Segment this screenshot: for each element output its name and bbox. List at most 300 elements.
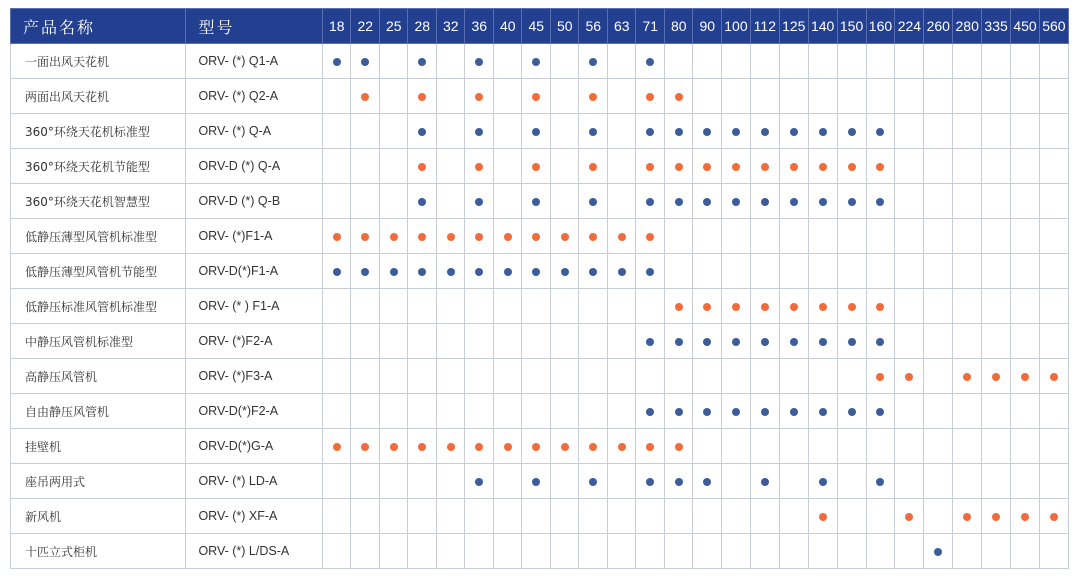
capacity-cell-45 <box>522 394 551 429</box>
product-name-cell: 低静压薄型风管机节能型 <box>11 254 186 289</box>
capacity-cell-140 <box>808 324 837 359</box>
capacity-cell-18 <box>322 429 351 464</box>
header-model: 型号 <box>186 9 323 44</box>
capacity-cell-63 <box>607 394 636 429</box>
product-name-cell: 两面出风天花机 <box>11 79 186 114</box>
capacity-cell-125 <box>779 499 808 534</box>
table-row <box>11 149 1069 184</box>
model-cell: ORV-D (*) Q-A <box>186 149 323 184</box>
capacity-cell-335 <box>982 219 1011 254</box>
availability-dot-icon <box>732 338 740 346</box>
capacity-cell-45 <box>522 534 551 569</box>
capacity-cell-150 <box>837 359 866 394</box>
header-capacity-22: 22 <box>351 9 380 44</box>
capacity-cell-32 <box>436 44 465 79</box>
capacity-cell-160 <box>866 464 895 499</box>
capacity-cell-140 <box>808 429 837 464</box>
capacity-cell-224 <box>895 184 924 219</box>
capacity-cell-80 <box>664 394 693 429</box>
capacity-cell-32 <box>436 219 465 254</box>
capacity-cell-63 <box>607 44 636 79</box>
capacity-cell-18 <box>322 289 351 324</box>
capacity-cell-560 <box>1039 79 1068 114</box>
capacity-cell-160 <box>866 359 895 394</box>
capacity-cell-560 <box>1039 499 1068 534</box>
capacity-cell-45 <box>522 184 551 219</box>
capacity-cell-40 <box>493 114 522 149</box>
capacity-cell-90 <box>693 254 722 289</box>
capacity-cell-335 <box>982 429 1011 464</box>
capacity-cell-125 <box>779 184 808 219</box>
capacity-cell-80 <box>664 464 693 499</box>
availability-dot-icon <box>905 373 913 381</box>
capacity-cell-36 <box>465 394 494 429</box>
header-capacity-140: 140 <box>808 9 837 44</box>
capacity-cell-450 <box>1011 79 1040 114</box>
capacity-cell-80 <box>664 499 693 534</box>
capacity-cell-63 <box>607 499 636 534</box>
capacity-cell-160 <box>866 184 895 219</box>
availability-dot-icon <box>703 128 711 136</box>
capacity-cell-32 <box>436 499 465 534</box>
capacity-cell-140 <box>808 219 837 254</box>
capacity-cell-125 <box>779 324 808 359</box>
capacity-cell-25 <box>379 464 408 499</box>
capacity-cell-36 <box>465 219 494 254</box>
availability-dot-icon <box>790 128 798 136</box>
capacity-cell-335 <box>982 464 1011 499</box>
capacity-cell-100 <box>721 429 750 464</box>
capacity-cell-260 <box>924 114 953 149</box>
capacity-cell-40 <box>493 289 522 324</box>
product-spec-table <box>10 8 1069 569</box>
capacity-cell-32 <box>436 464 465 499</box>
capacity-cell-28 <box>408 289 437 324</box>
availability-dot-icon <box>447 233 455 241</box>
capacity-cell-40 <box>493 534 522 569</box>
product-name-cell: 十匹立式柜机 <box>11 534 186 569</box>
header-capacity-125: 125 <box>779 9 808 44</box>
capacity-cell-18 <box>322 44 351 79</box>
capacity-cell-40 <box>493 184 522 219</box>
capacity-cell-100 <box>721 184 750 219</box>
capacity-cell-25 <box>379 79 408 114</box>
capacity-cell-63 <box>607 184 636 219</box>
capacity-cell-56 <box>579 79 608 114</box>
capacity-cell-260 <box>924 394 953 429</box>
capacity-cell-260 <box>924 44 953 79</box>
availability-dot-icon <box>675 443 683 451</box>
availability-dot-icon <box>504 268 512 276</box>
capacity-cell-71 <box>636 464 665 499</box>
availability-dot-icon <box>475 163 483 171</box>
availability-dot-icon <box>475 233 483 241</box>
availability-dot-icon <box>790 163 798 171</box>
availability-dot-icon <box>475 198 483 206</box>
availability-dot-icon <box>819 198 827 206</box>
capacity-cell-100 <box>721 394 750 429</box>
capacity-cell-63 <box>607 464 636 499</box>
capacity-cell-36 <box>465 324 494 359</box>
capacity-cell-71 <box>636 394 665 429</box>
capacity-cell-71 <box>636 499 665 534</box>
capacity-cell-71 <box>636 149 665 184</box>
capacity-cell-25 <box>379 149 408 184</box>
capacity-cell-90 <box>693 149 722 184</box>
capacity-cell-22 <box>351 289 380 324</box>
model-cell: ORV- (*) Q-A <box>186 114 323 149</box>
capacity-cell-112 <box>750 534 779 569</box>
availability-dot-icon <box>819 163 827 171</box>
availability-dot-icon <box>703 408 711 416</box>
capacity-cell-32 <box>436 254 465 289</box>
capacity-cell-150 <box>837 114 866 149</box>
availability-dot-icon <box>646 478 654 486</box>
availability-dot-icon <box>390 443 398 451</box>
capacity-cell-71 <box>636 429 665 464</box>
header-capacity-450: 450 <box>1011 9 1040 44</box>
capacity-cell-80 <box>664 184 693 219</box>
availability-dot-icon <box>761 198 769 206</box>
availability-dot-icon <box>703 338 711 346</box>
capacity-cell-25 <box>379 499 408 534</box>
capacity-cell-112 <box>750 464 779 499</box>
capacity-cell-50 <box>550 219 579 254</box>
capacity-cell-25 <box>379 534 408 569</box>
capacity-cell-260 <box>924 254 953 289</box>
availability-dot-icon <box>361 93 369 101</box>
table-body <box>11 44 1069 569</box>
capacity-cell-100 <box>721 359 750 394</box>
capacity-cell-22 <box>351 114 380 149</box>
availability-dot-icon <box>475 93 483 101</box>
capacity-cell-100 <box>721 254 750 289</box>
capacity-cell-150 <box>837 289 866 324</box>
capacity-cell-63 <box>607 219 636 254</box>
capacity-cell-28 <box>408 394 437 429</box>
model-cell: ORV- (*) L/DS-A <box>186 534 323 569</box>
capacity-cell-71 <box>636 79 665 114</box>
availability-dot-icon <box>589 268 597 276</box>
capacity-cell-224 <box>895 289 924 324</box>
capacity-cell-32 <box>436 534 465 569</box>
capacity-cell-260 <box>924 429 953 464</box>
capacity-cell-50 <box>550 79 579 114</box>
availability-dot-icon <box>675 128 683 136</box>
capacity-cell-56 <box>579 429 608 464</box>
capacity-cell-335 <box>982 114 1011 149</box>
capacity-cell-63 <box>607 114 636 149</box>
header-capacity-112: 112 <box>750 9 779 44</box>
capacity-cell-36 <box>465 114 494 149</box>
table-row <box>11 534 1069 569</box>
capacity-cell-125 <box>779 219 808 254</box>
capacity-cell-56 <box>579 464 608 499</box>
capacity-cell-40 <box>493 79 522 114</box>
header-capacity-28: 28 <box>408 9 437 44</box>
capacity-cell-40 <box>493 44 522 79</box>
availability-dot-icon <box>646 268 654 276</box>
table-row <box>11 394 1069 429</box>
capacity-cell-28 <box>408 464 437 499</box>
capacity-cell-32 <box>436 324 465 359</box>
availability-dot-icon <box>361 268 369 276</box>
capacity-cell-63 <box>607 289 636 324</box>
availability-dot-icon <box>819 128 827 136</box>
capacity-cell-36 <box>465 464 494 499</box>
availability-dot-icon <box>819 478 827 486</box>
capacity-cell-28 <box>408 359 437 394</box>
availability-dot-icon <box>333 233 341 241</box>
product-name-cell: 新风机 <box>11 499 186 534</box>
capacity-cell-335 <box>982 254 1011 289</box>
capacity-cell-224 <box>895 499 924 534</box>
capacity-cell-560 <box>1039 44 1068 79</box>
availability-dot-icon <box>646 443 654 451</box>
availability-dot-icon <box>333 268 341 276</box>
availability-dot-icon <box>589 233 597 241</box>
capacity-cell-160 <box>866 534 895 569</box>
capacity-cell-125 <box>779 359 808 394</box>
capacity-cell-335 <box>982 289 1011 324</box>
model-cell: ORV- (*) XF-A <box>186 499 323 534</box>
capacity-cell-160 <box>866 79 895 114</box>
availability-dot-icon <box>532 233 540 241</box>
availability-dot-icon <box>761 303 769 311</box>
capacity-cell-112 <box>750 149 779 184</box>
capacity-cell-335 <box>982 534 1011 569</box>
capacity-cell-90 <box>693 289 722 324</box>
table-row <box>11 499 1069 534</box>
capacity-cell-90 <box>693 44 722 79</box>
model-cell: ORV- (* ) F1-A <box>186 289 323 324</box>
availability-dot-icon <box>876 198 884 206</box>
capacity-cell-224 <box>895 394 924 429</box>
header-capacity-224: 224 <box>895 9 924 44</box>
capacity-cell-260 <box>924 184 953 219</box>
header-product-name: 产品名称 <box>11 9 186 44</box>
capacity-cell-25 <box>379 114 408 149</box>
header-capacity-71: 71 <box>636 9 665 44</box>
capacity-cell-335 <box>982 359 1011 394</box>
capacity-cell-28 <box>408 429 437 464</box>
capacity-cell-335 <box>982 394 1011 429</box>
availability-dot-icon <box>790 338 798 346</box>
capacity-cell-450 <box>1011 324 1040 359</box>
header-capacity-45: 45 <box>522 9 551 44</box>
capacity-cell-560 <box>1039 394 1068 429</box>
capacity-cell-18 <box>322 499 351 534</box>
availability-dot-icon <box>532 128 540 136</box>
capacity-cell-140 <box>808 254 837 289</box>
model-cell: ORV- (*)F2-A <box>186 324 323 359</box>
capacity-cell-40 <box>493 254 522 289</box>
header-capacity-56: 56 <box>579 9 608 44</box>
capacity-cell-56 <box>579 254 608 289</box>
availability-dot-icon <box>963 373 971 381</box>
capacity-cell-63 <box>607 359 636 394</box>
availability-dot-icon <box>732 163 740 171</box>
capacity-cell-45 <box>522 79 551 114</box>
capacity-cell-150 <box>837 44 866 79</box>
capacity-cell-224 <box>895 44 924 79</box>
capacity-cell-335 <box>982 499 1011 534</box>
capacity-cell-22 <box>351 184 380 219</box>
capacity-cell-40 <box>493 149 522 184</box>
capacity-cell-335 <box>982 184 1011 219</box>
availability-dot-icon <box>418 128 426 136</box>
capacity-cell-32 <box>436 429 465 464</box>
availability-dot-icon <box>992 513 1000 521</box>
availability-dot-icon <box>876 303 884 311</box>
availability-dot-icon <box>561 268 569 276</box>
capacity-cell-450 <box>1011 394 1040 429</box>
capacity-cell-45 <box>522 149 551 184</box>
capacity-cell-450 <box>1011 464 1040 499</box>
capacity-cell-22 <box>351 499 380 534</box>
capacity-cell-50 <box>550 289 579 324</box>
availability-dot-icon <box>646 128 654 136</box>
capacity-cell-280 <box>953 289 982 324</box>
availability-dot-icon <box>589 93 597 101</box>
capacity-cell-18 <box>322 394 351 429</box>
availability-dot-icon <box>361 443 369 451</box>
availability-dot-icon <box>1021 513 1029 521</box>
capacity-cell-112 <box>750 184 779 219</box>
capacity-cell-112 <box>750 114 779 149</box>
availability-dot-icon <box>761 128 769 136</box>
availability-dot-icon <box>876 373 884 381</box>
capacity-cell-80 <box>664 79 693 114</box>
capacity-cell-71 <box>636 184 665 219</box>
capacity-cell-160 <box>866 499 895 534</box>
table-row <box>11 289 1069 324</box>
capacity-cell-45 <box>522 114 551 149</box>
capacity-cell-280 <box>953 534 982 569</box>
capacity-cell-125 <box>779 79 808 114</box>
capacity-cell-90 <box>693 359 722 394</box>
capacity-cell-125 <box>779 254 808 289</box>
product-name-cell: 360°环绕天花机标准型 <box>11 114 186 149</box>
capacity-cell-560 <box>1039 289 1068 324</box>
capacity-cell-45 <box>522 429 551 464</box>
capacity-cell-90 <box>693 429 722 464</box>
table-row <box>11 359 1069 394</box>
availability-dot-icon <box>475 443 483 451</box>
capacity-cell-224 <box>895 114 924 149</box>
capacity-cell-90 <box>693 534 722 569</box>
availability-dot-icon <box>447 268 455 276</box>
availability-dot-icon <box>418 58 426 66</box>
capacity-cell-112 <box>750 79 779 114</box>
capacity-cell-140 <box>808 289 837 324</box>
capacity-cell-28 <box>408 254 437 289</box>
availability-dot-icon <box>618 268 626 276</box>
capacity-cell-56 <box>579 534 608 569</box>
capacity-cell-71 <box>636 254 665 289</box>
availability-dot-icon <box>848 163 856 171</box>
capacity-cell-28 <box>408 184 437 219</box>
header-capacity-560: 560 <box>1039 9 1068 44</box>
capacity-cell-112 <box>750 219 779 254</box>
capacity-cell-450 <box>1011 359 1040 394</box>
capacity-cell-40 <box>493 499 522 534</box>
availability-dot-icon <box>589 443 597 451</box>
capacity-cell-125 <box>779 149 808 184</box>
capacity-cell-40 <box>493 324 522 359</box>
availability-dot-icon <box>475 58 483 66</box>
capacity-cell-22 <box>351 219 380 254</box>
availability-dot-icon <box>418 443 426 451</box>
model-cell: ORV-D(*)F1-A <box>186 254 323 289</box>
availability-dot-icon <box>646 408 654 416</box>
capacity-cell-45 <box>522 44 551 79</box>
capacity-cell-18 <box>322 534 351 569</box>
availability-dot-icon <box>618 233 626 241</box>
capacity-cell-224 <box>895 359 924 394</box>
capacity-cell-36 <box>465 359 494 394</box>
capacity-cell-22 <box>351 149 380 184</box>
availability-dot-icon <box>646 198 654 206</box>
capacity-cell-140 <box>808 499 837 534</box>
capacity-cell-224 <box>895 219 924 254</box>
capacity-cell-280 <box>953 79 982 114</box>
capacity-cell-100 <box>721 79 750 114</box>
capacity-cell-28 <box>408 534 437 569</box>
capacity-cell-71 <box>636 324 665 359</box>
capacity-cell-18 <box>322 184 351 219</box>
capacity-cell-40 <box>493 359 522 394</box>
product-name-cell: 360°环绕天花机智慧型 <box>11 184 186 219</box>
capacity-cell-25 <box>379 429 408 464</box>
capacity-cell-160 <box>866 149 895 184</box>
product-name-cell: 低静压标准风管机标准型 <box>11 289 186 324</box>
capacity-cell-80 <box>664 534 693 569</box>
availability-dot-icon <box>732 303 740 311</box>
capacity-cell-150 <box>837 254 866 289</box>
capacity-cell-25 <box>379 359 408 394</box>
table-row <box>11 44 1069 79</box>
capacity-cell-140 <box>808 394 837 429</box>
capacity-cell-100 <box>721 289 750 324</box>
availability-dot-icon <box>732 408 740 416</box>
availability-dot-icon <box>504 443 512 451</box>
model-cell: ORV- (*)F1-A <box>186 219 323 254</box>
capacity-cell-450 <box>1011 429 1040 464</box>
capacity-cell-112 <box>750 394 779 429</box>
capacity-cell-90 <box>693 324 722 359</box>
table-row <box>11 114 1069 149</box>
availability-dot-icon <box>703 478 711 486</box>
capacity-cell-22 <box>351 359 380 394</box>
capacity-cell-36 <box>465 289 494 324</box>
capacity-cell-36 <box>465 534 494 569</box>
capacity-cell-150 <box>837 219 866 254</box>
availability-dot-icon <box>675 163 683 171</box>
capacity-cell-22 <box>351 534 380 569</box>
capacity-cell-32 <box>436 149 465 184</box>
header-capacity-18: 18 <box>322 9 351 44</box>
availability-dot-icon <box>646 163 654 171</box>
capacity-cell-90 <box>693 464 722 499</box>
availability-dot-icon <box>876 338 884 346</box>
availability-dot-icon <box>333 58 341 66</box>
availability-dot-icon <box>646 233 654 241</box>
capacity-cell-90 <box>693 499 722 534</box>
capacity-cell-150 <box>837 324 866 359</box>
model-cell: ORV-D(*)G-A <box>186 429 323 464</box>
capacity-cell-71 <box>636 359 665 394</box>
